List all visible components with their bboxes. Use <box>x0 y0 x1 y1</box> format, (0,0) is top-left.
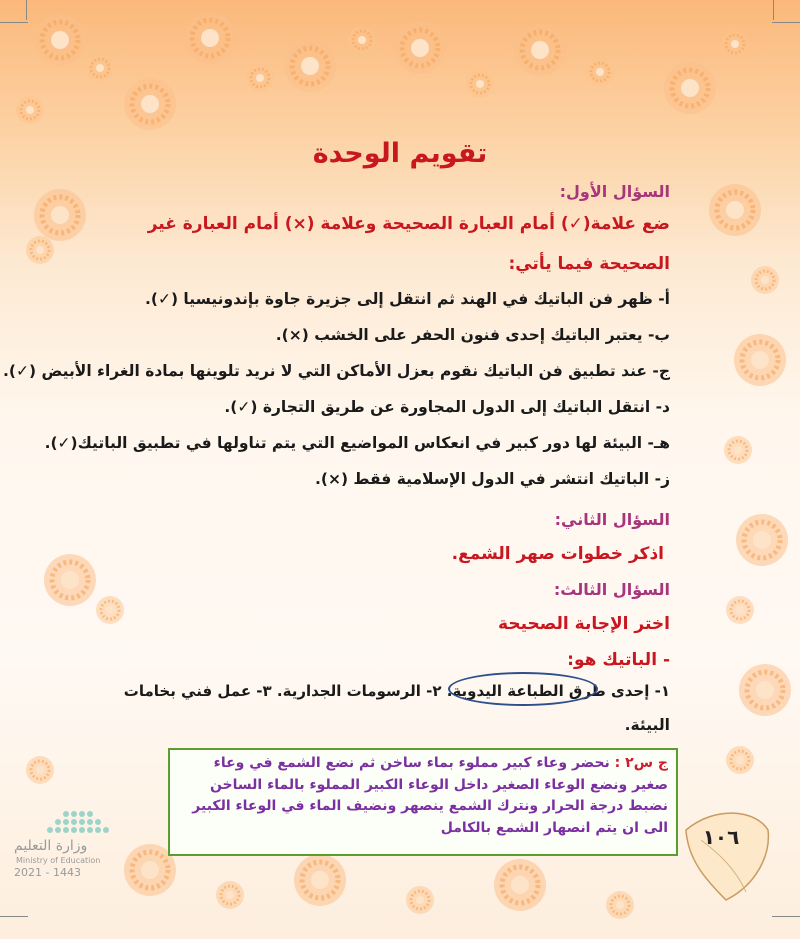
q3-instruction: اختر الإجابة الصحيحة <box>498 614 670 634</box>
q1-item: ز- الباتيك انتشر في الدول الإسلامية فقط (×). <box>314 470 670 488</box>
ministry-logo-icon <box>40 800 130 840</box>
q1-item: ج- عند تطبيق فن الباتيك نقوم بعزل الأماكن التي لا نريد تلوينها بمادة الغراء الأبيض (✓). <box>3 362 670 380</box>
q1-item: د- انتقل الباتيك إلى الدول المجاورة عن طريق التجارة (✓). <box>224 398 670 416</box>
q1-instruction-line-1: ضع علامة(✓) أمام العبارة الصحيحة وعلامة (×) أمام العبارة غير <box>147 214 670 234</box>
crop-mark <box>0 916 28 917</box>
crop-mark <box>26 0 27 20</box>
ministry-name-ar: وزارة التعليم <box>14 838 88 854</box>
q2-text: اذكر خطوات صهر الشمع. <box>451 544 664 564</box>
ministry-name-en: Ministry of Education <box>16 856 101 865</box>
crop-mark <box>772 916 800 917</box>
answer-label: ج س٢ : <box>614 755 668 771</box>
q2-heading: السؤال الثاني: <box>554 510 670 529</box>
q3-options-continued: البيئة. <box>624 716 670 734</box>
answer-box <box>168 748 678 856</box>
crop-mark <box>773 0 774 20</box>
q1-item: هـ- البيئة لها دور كبير في انعكاس المواضيع التي يتم تناولها في تطبيق الباتيك(✓). <box>44 434 670 452</box>
crop-mark <box>0 22 28 23</box>
q1-instruction-line-2: الصحيحة فيما يأتي: <box>508 254 670 274</box>
q3-heading: السؤال الثالث: <box>553 580 670 599</box>
answer-text: نحضر وعاء كبير مملوء بماء ساخن ثم نضع الشمع في وعاء صغير ونضع الوعاء الصغير داخل الوعاء الكبير المملوء بالماء الساخن نضبط درجة الحرار ونترك الشمع ينصهر ونضيف الماء في الوعاء الكبير الى ان يتم انصهار الشمع بالكامل <box>192 755 668 836</box>
q1-item: ب- يعتبر الباتيك إحدى فنون الحفر على الخشب (×). <box>275 326 670 344</box>
crop-mark <box>772 22 800 23</box>
page-title: تقويم الوحدة <box>312 138 488 169</box>
q1-heading: السؤال الأول: <box>559 182 670 201</box>
q3-options: ١- إحدى طرق الطباعة اليدوية. ٢- الرسومات الجدارية. ٣- عمل فني بخامات <box>123 682 670 700</box>
q3-stem: - الباتيك هو: <box>567 650 670 670</box>
leaf-icon <box>676 800 776 910</box>
page-number: ١٠٦ <box>702 825 740 849</box>
q1-item: أ- ظهر فن الباتيك في الهند ثم انتقل إلى جزيرة جاوة بإندونيسيا (✓). <box>144 290 670 308</box>
ministry-year: 2021 - 1443 <box>14 866 81 879</box>
answer-circle-mark <box>448 672 598 706</box>
